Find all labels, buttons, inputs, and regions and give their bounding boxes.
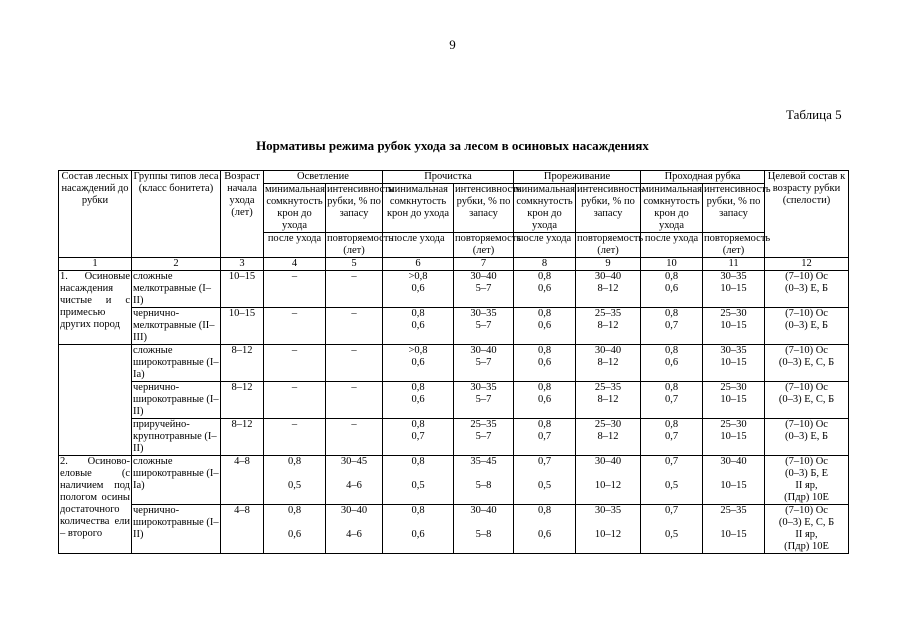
- value: 10–15: [720, 357, 747, 368]
- value: 0,7: [411, 431, 425, 442]
- value-cell: [454, 271, 514, 308]
- header-groups: Группы типов леса (класс бонитета): [132, 171, 221, 258]
- subheader-repeat: повторяемость (лет): [577, 233, 644, 256]
- value: 0,8: [411, 382, 425, 393]
- value: –: [351, 345, 357, 356]
- value: 5–7: [475, 431, 492, 442]
- subheader-intensity: интенсивность рубки, % по запасу: [326, 184, 383, 233]
- target-cell: [765, 345, 849, 382]
- column-number: 3: [221, 258, 264, 271]
- value: 0,5: [664, 480, 679, 491]
- value: 8–12: [597, 394, 619, 405]
- value: –: [351, 382, 357, 393]
- value-cell: [264, 308, 326, 345]
- target-cell: [765, 271, 849, 308]
- column-number: 9: [576, 258, 641, 271]
- value: 30–40: [470, 505, 497, 516]
- value: 30–40: [470, 345, 497, 356]
- column-number: 1: [59, 258, 132, 271]
- value-cell: [326, 456, 383, 505]
- value: 0,7: [664, 394, 679, 405]
- value-cell: [641, 271, 703, 308]
- age-cell: 10–15: [221, 308, 264, 345]
- table-row: [59, 382, 849, 419]
- value: 0,6: [411, 283, 425, 294]
- age-cell: 10–15: [221, 271, 264, 308]
- header-composition: Состав лесных насаждений до рубки: [59, 171, 132, 258]
- header-prorezhivanie: Прореживание: [514, 171, 641, 184]
- value-cell: [703, 419, 765, 456]
- subheader-repeat: повторяемость (лет): [455, 233, 522, 256]
- value-cell: [514, 308, 576, 345]
- value: 10–15: [720, 431, 747, 442]
- value-cell: [641, 419, 703, 456]
- column-number: 6: [383, 258, 454, 271]
- value: 0,8: [287, 456, 302, 467]
- value: 25–35: [594, 308, 622, 319]
- subheader-after-care: после ухода: [264, 233, 326, 258]
- value: 0,6: [537, 320, 552, 331]
- value-cell: [454, 382, 514, 419]
- value-cell: [383, 345, 454, 382]
- value-cell: [514, 271, 576, 308]
- value-cell: [641, 505, 703, 554]
- age-cell: 4–8: [221, 505, 264, 554]
- value: II яр,: [795, 529, 818, 540]
- value: 0,6: [411, 320, 425, 331]
- value: –: [291, 271, 298, 282]
- value: (7–10) Ос: [785, 505, 828, 516]
- value: 30–40: [340, 505, 368, 516]
- value-cell: [576, 271, 641, 308]
- target-cell: [765, 456, 849, 505]
- value: 4–6: [346, 480, 362, 491]
- value-cell: [383, 271, 454, 308]
- value: 0,8: [664, 271, 679, 282]
- value-cell: [383, 505, 454, 554]
- age-cell: 8–12: [221, 382, 264, 419]
- value: 0,6: [664, 357, 679, 368]
- age-cell: 8–12: [221, 419, 264, 456]
- value-cell: [326, 419, 383, 456]
- value: 25–30: [720, 308, 747, 319]
- value-cell: [514, 382, 576, 419]
- value: >0,8: [408, 271, 428, 282]
- value: 4–6: [346, 529, 362, 540]
- forest-group-cell: чернично-широкотравные (I–II): [132, 505, 221, 554]
- subheader-intensity: интенсивность рубки, % по запасу: [454, 184, 514, 233]
- value: (7–10) Ос: [785, 456, 828, 467]
- value: (0–3) Е, С, Б: [778, 394, 835, 405]
- value: –: [351, 308, 357, 319]
- value-cell: [326, 505, 383, 554]
- column-number: 2: [132, 258, 221, 271]
- value: 30–45: [340, 456, 368, 467]
- value: 30–40: [594, 271, 622, 282]
- value: 0,6: [411, 394, 425, 405]
- value: –: [351, 419, 357, 430]
- forest-group-cell: сложные широкотравные (I–Ia): [132, 456, 221, 505]
- value: 0,8: [537, 271, 552, 282]
- composition-cell: 1. Осиновые насаждения чистые и с примесью других пород: [59, 271, 132, 345]
- value: (0–3) Е, Б: [784, 320, 829, 331]
- value: >0,8: [408, 345, 428, 356]
- value: 0,7: [664, 431, 679, 442]
- value: 5–7: [475, 283, 492, 294]
- value: 0,8: [411, 308, 425, 319]
- value: 0,7: [664, 320, 679, 331]
- value: (0–3) Е, Б: [784, 283, 829, 294]
- value: 5–8: [475, 480, 492, 491]
- value: 25–30: [594, 419, 622, 430]
- value: 0,6: [537, 394, 552, 405]
- value: 0,8: [537, 345, 552, 356]
- value: 0,5: [664, 529, 679, 540]
- value-cell: [703, 456, 765, 505]
- value: 30–40: [720, 456, 747, 467]
- table-label: Таблица 5: [786, 107, 842, 122]
- column-number: 11: [703, 258, 765, 271]
- value-cell: [383, 382, 454, 419]
- column-number: 5: [326, 258, 383, 271]
- value-cell: [326, 308, 383, 345]
- value-cell: [264, 345, 326, 382]
- value-cell: [454, 419, 514, 456]
- table-row: [59, 419, 849, 456]
- value: 25–35: [594, 382, 622, 393]
- age-cell: 8–12: [221, 345, 264, 382]
- composition-cell-empty: [59, 345, 132, 456]
- value: 25–35: [470, 419, 497, 430]
- value: 8–12: [597, 357, 619, 368]
- value-cell: [454, 308, 514, 345]
- value: 0,8: [664, 345, 679, 356]
- header-osvetlenie: Осветление: [264, 171, 383, 184]
- value: 30–35: [720, 345, 747, 356]
- value-cell: [326, 382, 383, 419]
- value: 30–35: [720, 271, 747, 282]
- value: 5–7: [475, 320, 492, 331]
- value-cell: [264, 271, 326, 308]
- value: 10–15: [720, 529, 747, 540]
- header-row-1: [59, 171, 849, 184]
- value: –: [291, 308, 298, 319]
- value: (0–3) Б, Е: [784, 468, 829, 479]
- value-cell: [514, 345, 576, 382]
- header-prochistka: Прочистка: [383, 171, 514, 184]
- value: 25–30: [720, 419, 747, 430]
- value: 0,8: [537, 505, 552, 516]
- subheader-min-density: минимальная сомкнутость крон до ухода: [642, 184, 702, 231]
- forest-group-cell: чернично-широкотравные (I–II): [133, 382, 219, 417]
- column-number-row: [59, 258, 849, 271]
- value-cell: [703, 345, 765, 382]
- value: –: [351, 271, 357, 282]
- header-age: Возраст начала ухода (лет): [221, 171, 264, 258]
- value-cell: [514, 419, 576, 456]
- value: 0,6: [411, 529, 425, 540]
- table-row: [59, 271, 849, 308]
- value: 30–35: [470, 308, 497, 319]
- column-number: 8: [514, 258, 576, 271]
- value: 10–15: [720, 320, 747, 331]
- header-target: Целевой состав к возрасту рубки (спелости): [765, 171, 849, 258]
- document-title: Нормативы режима рубок ухода за лесом в осиновых насаждениях: [256, 138, 649, 153]
- value-cell: [383, 419, 454, 456]
- value: 0,6: [411, 357, 425, 368]
- forest-group-cell: чернично-мелкотравные (II–III): [132, 308, 221, 345]
- value: 0,6: [537, 357, 552, 368]
- value-cell: [514, 505, 576, 554]
- value-cell: [454, 345, 514, 382]
- value: 30–35: [594, 505, 622, 516]
- value-cell: [454, 456, 514, 505]
- subheader-min-density: минимальная сомкнутость крон до ухода: [265, 184, 325, 231]
- value-cell: [641, 345, 703, 382]
- value: 0,5: [287, 480, 302, 491]
- value: (7–10) Ос: [785, 419, 828, 430]
- table-row: [59, 505, 849, 554]
- value: 0,8: [664, 419, 679, 430]
- value-cell: [576, 308, 641, 345]
- value-cell: [703, 308, 765, 345]
- table-row: [59, 308, 849, 345]
- value: 5–7: [475, 394, 492, 405]
- value: 0,7: [664, 505, 679, 516]
- value: (0–3) Е, Б: [784, 431, 829, 442]
- subheader-intensity: интенсивность рубки, % по запасу: [703, 184, 765, 233]
- value: (0–3) Е, С, Б: [778, 357, 835, 368]
- value: 5–7: [475, 357, 492, 368]
- value-cell: [383, 456, 454, 505]
- value: 0,6: [537, 283, 552, 294]
- value-cell: [264, 382, 326, 419]
- value: 0,8: [411, 505, 425, 516]
- value: 5–8: [475, 529, 492, 540]
- target-cell: [765, 419, 849, 456]
- value: 0,5: [411, 480, 425, 491]
- composition-cell: 2. Осиново-еловые (с наличием под пологом осины достаточного количества ели – второго: [59, 456, 132, 554]
- forest-group-cell: сложные мелкотравные (I–II): [132, 271, 221, 308]
- value: 30–40: [470, 271, 497, 282]
- value: 30–35: [470, 382, 497, 393]
- subheader-repeat: повторяемость (лет): [327, 233, 394, 256]
- table-row: [59, 345, 849, 382]
- subheader-after-care: после ухода: [514, 233, 576, 258]
- value-cell: [326, 271, 383, 308]
- target-cell: [765, 308, 849, 345]
- value-cell: [703, 271, 765, 308]
- norms-table: [58, 170, 849, 554]
- value-cell: [576, 345, 641, 382]
- value: 0,8: [287, 505, 302, 516]
- value-cell: [703, 505, 765, 554]
- value: (7–10) Ос: [785, 345, 828, 356]
- value: 30–40: [594, 345, 622, 356]
- value: 0,8: [537, 382, 552, 393]
- value: 0,6: [664, 283, 679, 294]
- subheader-after-care: после ухода: [383, 233, 454, 258]
- value-cell: [383, 308, 454, 345]
- value: 35–45: [470, 456, 497, 467]
- forest-group-cell: приручейно-крупнотравные (I–II): [132, 419, 221, 456]
- value: 8–12: [597, 283, 619, 294]
- value-cell: [576, 382, 641, 419]
- value: (0–3) Е, С, Б: [778, 517, 835, 528]
- value: 0,6: [537, 529, 552, 540]
- value: 0,8: [411, 419, 425, 430]
- header-prokhodnaya: Проходная рубка: [641, 171, 765, 184]
- value: 0,8: [537, 419, 552, 430]
- page-number: 9: [449, 37, 456, 52]
- forest-group-cell: сложные широкотравные (I–Ia): [133, 345, 219, 380]
- value-cell: [641, 382, 703, 419]
- value-cell: [264, 456, 326, 505]
- column-number: 10: [641, 258, 703, 271]
- value-cell: [264, 419, 326, 456]
- value: 0,8: [537, 308, 552, 319]
- value: (Пдр) 10Е: [784, 492, 829, 503]
- value: 10–15: [720, 394, 747, 405]
- value: 8–12: [597, 320, 619, 331]
- value-cell: [703, 382, 765, 419]
- value: 10–15: [720, 480, 747, 491]
- value-cell: [576, 456, 641, 505]
- column-number: 7: [454, 258, 514, 271]
- subheader-intensity: интенсивность рубки, % по запасу: [576, 184, 641, 233]
- value-cell: [454, 505, 514, 554]
- table-row: [59, 456, 849, 505]
- value-cell: [641, 456, 703, 505]
- target-cell: [765, 505, 849, 554]
- value: 10–15: [720, 283, 747, 294]
- column-number: 4: [264, 258, 326, 271]
- value: 8–12: [597, 431, 619, 442]
- value: 25–35: [720, 505, 747, 516]
- subheader-after-care: после ухода: [641, 233, 703, 258]
- subheader-min-density: минимальная сомкнутость крон до ухода: [383, 184, 454, 233]
- value: 0,8: [411, 456, 425, 467]
- value: 0,6: [287, 529, 302, 540]
- value-cell: [576, 419, 641, 456]
- value: –: [291, 382, 298, 393]
- value-cell: [514, 456, 576, 505]
- value-cell: [326, 345, 383, 382]
- value: (7–10) Ос: [785, 308, 828, 319]
- subheader-min-density: минимальная сомкнутость крон до ухода: [515, 184, 575, 231]
- value: 25–30: [720, 382, 747, 393]
- value: 10–12: [594, 529, 622, 540]
- value: 0,8: [664, 308, 679, 319]
- value: (7–10) Ос: [785, 271, 828, 282]
- age-cell: 4–8: [221, 456, 264, 505]
- value: 0,8: [664, 382, 679, 393]
- column-number: 12: [765, 258, 849, 271]
- value: 0,5: [537, 480, 552, 491]
- value: (7–10) Ос: [785, 382, 828, 393]
- subheader-repeat: повторяемость (лет): [704, 233, 771, 256]
- value: 30–40: [594, 456, 622, 467]
- value: 0,7: [537, 456, 552, 467]
- value: –: [291, 345, 298, 356]
- value-cell: [264, 505, 326, 554]
- value: 10–12: [594, 480, 622, 491]
- value: 0,7: [537, 431, 552, 442]
- value-cell: [641, 308, 703, 345]
- value: II яр,: [795, 480, 818, 491]
- value-cell: [576, 505, 641, 554]
- value: –: [291, 419, 298, 430]
- target-cell: [765, 382, 849, 419]
- value: 0,7: [664, 456, 679, 467]
- value: (Пдр) 10Е: [784, 541, 829, 552]
